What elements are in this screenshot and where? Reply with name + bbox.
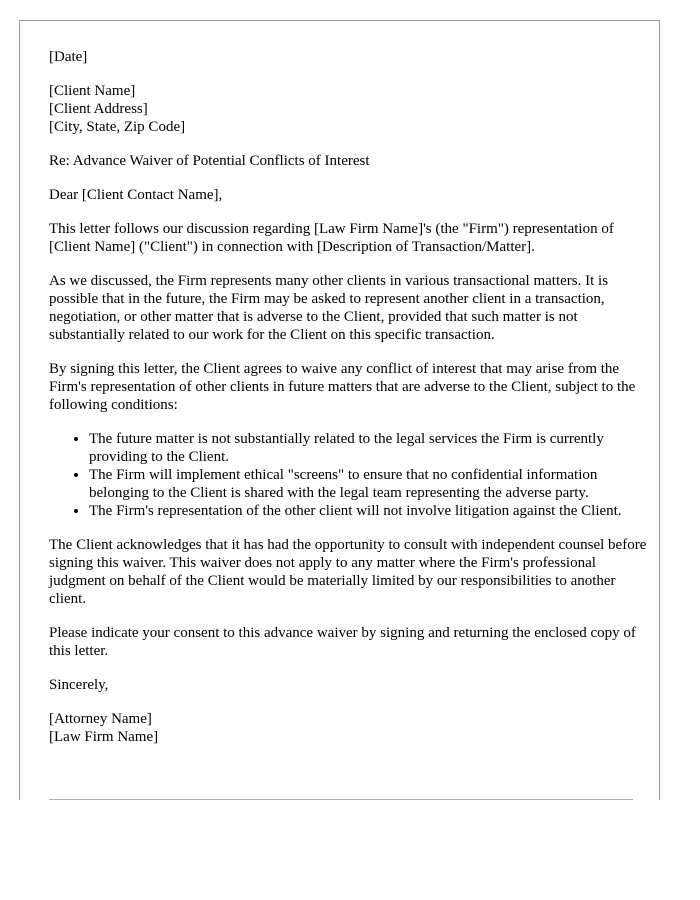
divider <box>49 799 633 800</box>
letter-body <box>49 48 649 762</box>
letter-date: [Date] <box>49 49 88 65</box>
paragraph-intro: This letter follows our discussion regarding [Law Firm Name]'s (the "Firm") representation of [Client Name] ("Client") in connection with [Description of Transaction/Matter]. <box>49 221 614 255</box>
conditions-list <box>49 430 649 520</box>
recipient-name: [Client Name] <box>49 83 136 99</box>
paragraph-consent: Please indicate your consent to this advance waiver by signing and returning the enclosed copy of this letter. <box>49 625 636 659</box>
condition-item: • The future matter is not substantially related to the legal services the Firm is currently providing to the Client. <box>89 430 649 466</box>
recipient-city-state-zip: [City, State, Zip Code] <box>49 119 186 135</box>
law-firm-name: [Law Firm Name] <box>49 729 159 745</box>
attorney-name: [Attorney Name] <box>49 711 152 727</box>
paragraph-background: As we discussed, the Firm represents many other clients in various transactional matters. It is possible that in the future, the Firm may be asked to represent another client in a transaction, negotiation, or other matter that is adverse to the Client, provided that such matter is not substantially related to our work for the Client on this specific transaction. <box>49 273 609 343</box>
letter-valediction: Sincerely, <box>49 677 109 693</box>
condition-item: • The Firm will implement ethical "screens" to ensure that no confidential information belonging to the Client is shared with the legal team representing the adverse party. <box>89 466 649 502</box>
condition-item: • The Firm's representation of the other client will not involve litigation against the Client. <box>89 502 649 520</box>
recipient-street: [Client Address] <box>49 101 148 117</box>
paragraph-acknowledgement: The Client acknowledges that it has had the opportunity to consult with independent counsel before signing this waiver. This waiver does not apply to any matter where the Firm's professional judgment on behalf of the Client would be materially limited by our responsibilities to another client. <box>49 537 647 607</box>
paragraph-waiver: By signing this letter, the Client agrees to waive any conflict of interest that may arise from the Firm's representation of other clients in future matters that are adverse to the Client, subject to the following conditions: <box>49 361 636 413</box>
letter-salutation: Dear [Client Contact Name], <box>49 187 223 203</box>
letter-subject: Re: Advance Waiver of Potential Conflicts of Interest <box>49 153 370 169</box>
letter-page <box>19 20 660 800</box>
signature-block <box>49 710 649 746</box>
recipient-address <box>49 82 649 136</box>
